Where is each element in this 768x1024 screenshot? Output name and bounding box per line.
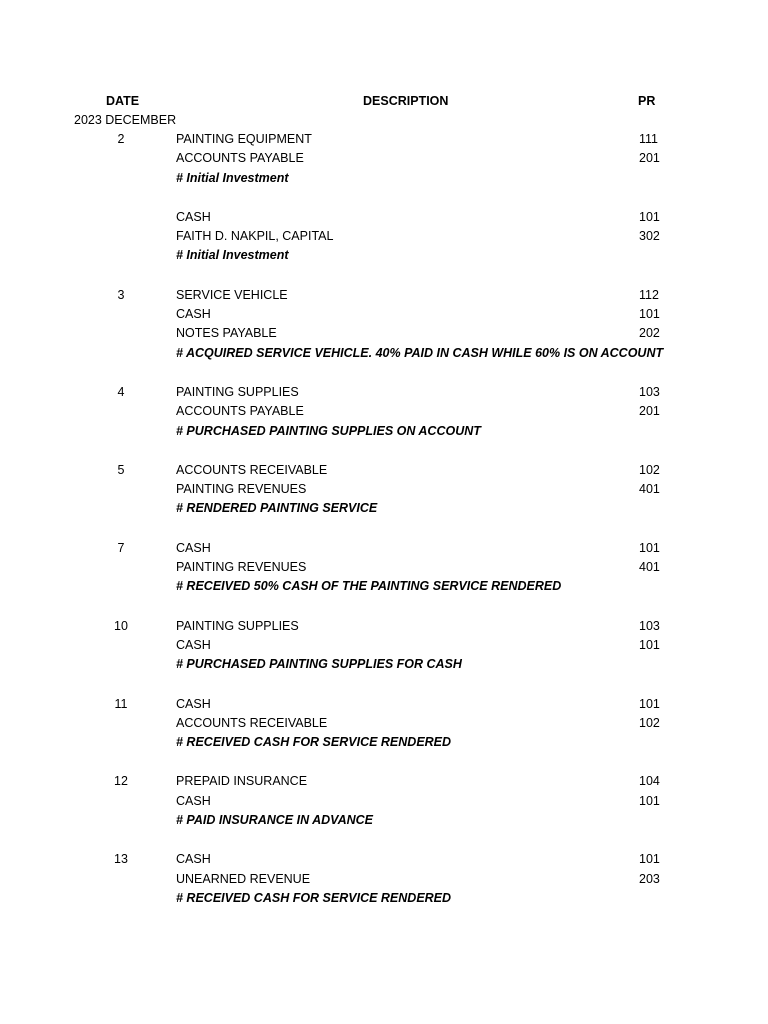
journal-entry [0,130,768,188]
column-header-description: DESCRIPTION [363,94,449,108]
account-title: CASH [176,793,211,808]
account-title: ACCOUNTS PAYABLE [176,404,304,419]
account-title: PAINTING SUPPLIES [176,384,299,399]
journal-entry [0,850,768,908]
posting-reference: 101 [639,307,660,322]
posting-reference: 103 [639,384,660,399]
posting-reference: 302 [639,229,660,244]
entry-memo: # RENDERED PAINTING SERVICE [176,501,378,516]
journal-entry [0,383,768,441]
entry-memo-line [0,499,768,518]
posting-reference: 101 [639,209,660,224]
entry-line [0,617,768,636]
account-title: PAINTING REVENUES [176,482,307,497]
entry-memo-line [0,344,768,363]
entry-line [0,850,768,869]
entry-day: 4 [117,384,125,399]
account-title: NOTES PAYABLE [176,326,277,341]
posting-reference: 103 [639,618,660,633]
posting-reference: 104 [639,774,660,789]
entry-line [0,792,768,811]
journal-entry [0,286,768,363]
posting-reference: 101 [639,540,660,555]
entry-memo: # RECEIVED CASH FOR SERVICE RENDERED [176,735,452,750]
entry-line [0,305,768,324]
entry-memo: # ACQUIRED SERVICE VEHICLE. 40% PAID IN CASH WHILE 60% IS ON ACCOUNT [176,345,664,360]
entry-line [0,286,768,305]
entry-line [0,149,768,168]
column-header-date: DATE [106,94,140,108]
entry-memo-line [0,422,768,441]
entry-line [0,714,768,733]
posting-reference: 202 [639,326,660,341]
entry-line [0,870,768,889]
column-header-pr: PR [638,94,656,108]
journal-entry [0,772,768,830]
entry-memo: # PURCHASED PAINTING SUPPLIES FOR CASH [176,657,462,672]
posting-reference: 111 [639,132,659,146]
journal-entry [0,208,768,266]
entry-memo-line [0,655,768,674]
entry-line [0,461,768,480]
entry-day: 12 [114,774,128,789]
account-title: FAITH D. NAKPIL, CAPITAL [176,229,334,244]
entry-line [0,772,768,791]
account-title: ACCOUNTS PAYABLE [176,151,304,166]
journal-entry [0,539,768,597]
account-title: CASH [176,209,211,224]
entry-line [0,324,768,343]
entry-day: 7 [117,540,125,555]
posting-reference: 203 [639,871,660,886]
account-title: UNEARNED REVENUE [176,871,311,886]
entry-memo-line [0,733,768,752]
entry-line [0,383,768,402]
entry-line [0,539,768,558]
entry-line [0,480,768,499]
posting-reference: 102 [639,715,660,730]
account-title: PREPAID INSURANCE [176,774,308,789]
posting-reference: 401 [639,560,660,575]
posting-reference: 101 [639,637,660,652]
account-title: SERVICE VEHICLE [176,287,288,302]
entry-line [0,558,768,577]
account-title: CASH [176,637,211,652]
entry-day: 3 [117,287,125,302]
posting-reference: 201 [639,151,660,166]
journal-entries [0,130,768,928]
account-title: PAINTING SUPPLIES [176,618,299,633]
period-label: 2023 DECEMBER [74,113,177,127]
account-title: CASH [176,540,211,555]
entry-memo: # PURCHASED PAINTING SUPPLIES ON ACCOUNT [176,423,481,438]
journal-entry [0,617,768,675]
entry-memo-line [0,246,768,265]
posting-reference: 101 [639,696,660,711]
entry-memo: # RECEIVED CASH FOR SERVICE RENDERED [176,890,452,905]
account-title: PAINTING EQUIPMENT [176,132,312,146]
entry-memo-line [0,169,768,188]
entry-line [0,227,768,246]
entry-day: 13 [114,852,128,867]
posting-reference: 102 [639,462,660,477]
posting-reference: 101 [639,852,660,867]
entry-line [0,402,768,421]
entry-day: 10 [114,618,128,633]
account-title: PAINTING REVENUES [176,560,307,575]
journal-entry [0,695,768,753]
account-title: ACCOUNTS RECEIVABLE [176,715,328,730]
posting-reference: 201 [639,404,660,419]
entry-memo-line [0,577,768,596]
entry-day: 11 [114,696,128,711]
entry-line [0,636,768,655]
entry-line [0,695,768,714]
entry-memo: # RECEIVED 50% CASH OF THE PAINTING SERVICE RENDERED [176,579,562,594]
posting-reference: 101 [639,793,660,808]
entry-day: 2 [117,132,125,146]
entry-line [0,208,768,227]
entry-memo: # PAID INSURANCE IN ADVANCE [176,813,374,828]
entry-memo: # Initial Investment [176,248,289,263]
entry-memo-line [0,811,768,830]
posting-reference: 112 [639,287,659,302]
entry-memo: # Initial Investment [176,170,289,185]
account-title: CASH [176,307,211,322]
entry-line [0,130,768,149]
account-title: ACCOUNTS RECEIVABLE [176,462,328,477]
account-title: CASH [176,852,211,867]
journal-entry [0,461,768,519]
entry-memo-line [0,889,768,908]
account-title: CASH [176,696,211,711]
entry-day: 5 [117,462,125,477]
posting-reference: 401 [639,482,660,497]
